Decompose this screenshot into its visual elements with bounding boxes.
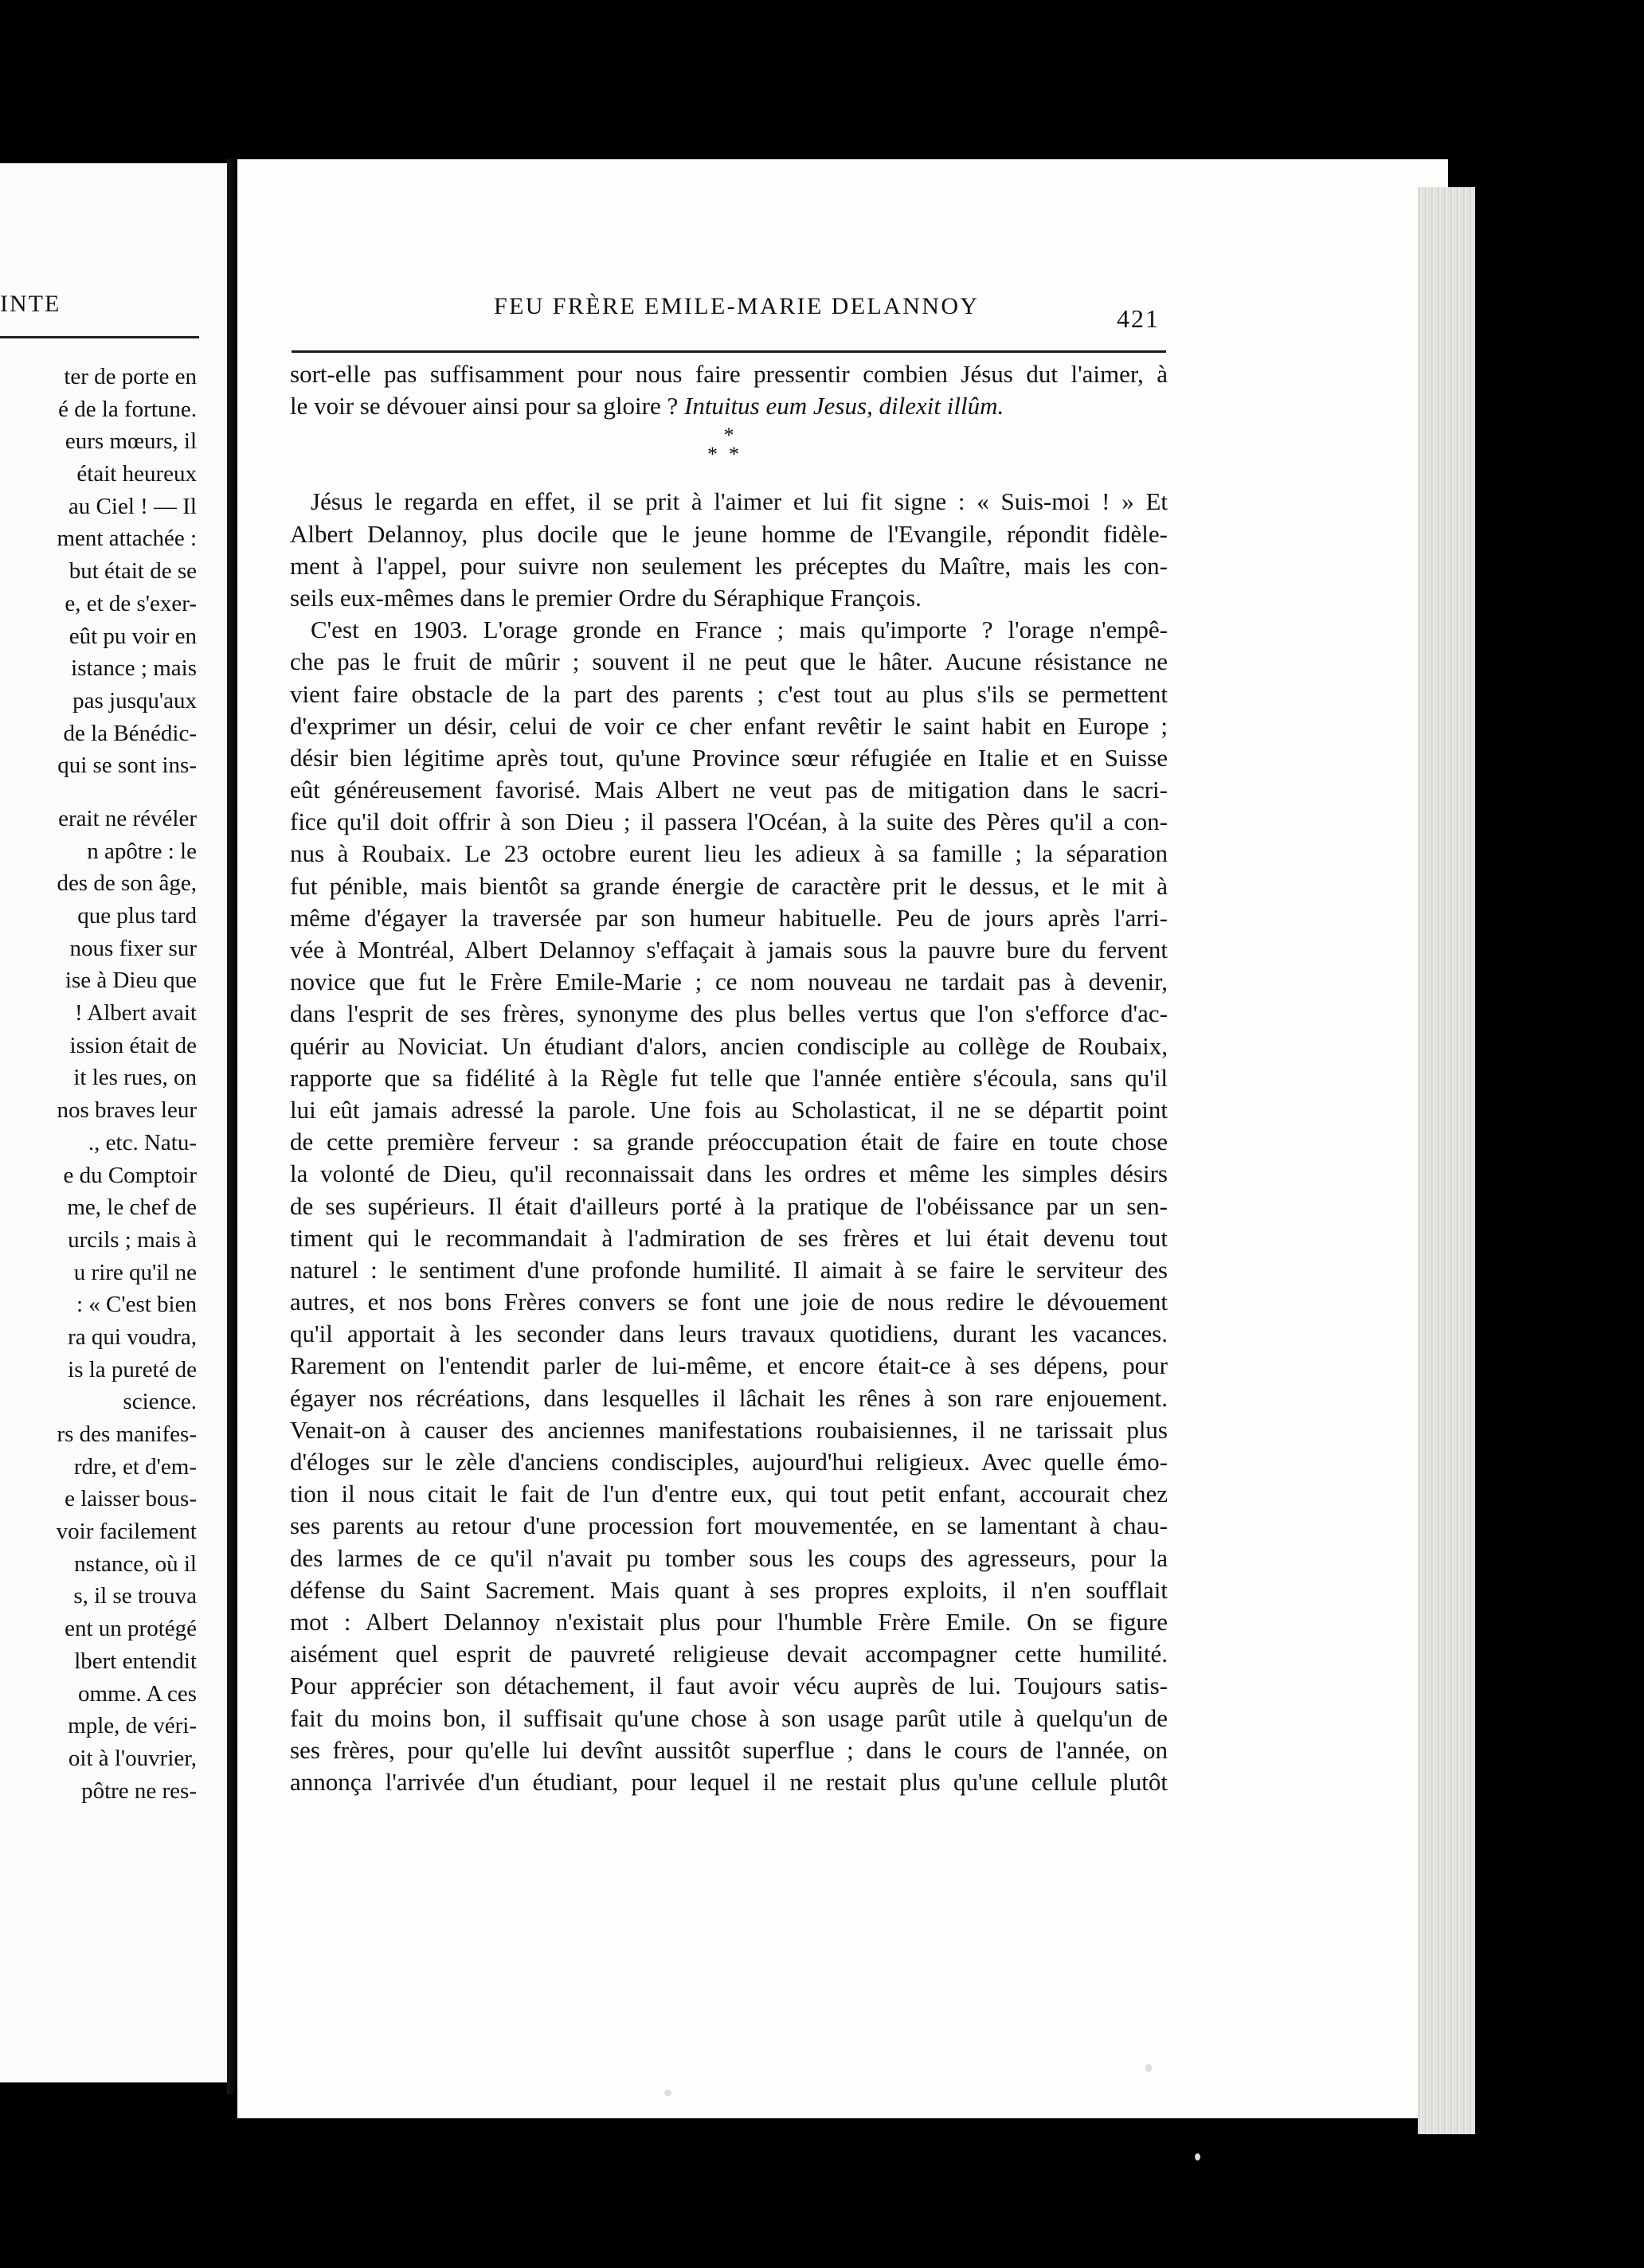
text-line: désir bien légitime après tout, qu'une Province sœur réfugiée en Italie et en Suisse [290, 743, 1168, 772]
section-asterism [290, 422, 1168, 486]
text-line: timent qui le recommandait à l'admiration de ses frères et lui était devenu tout [290, 1223, 1168, 1252]
scan-speck [1195, 2153, 1200, 2160]
previous-page-line: e laisser bous- [65, 1486, 197, 1512]
text-line: Rarement on l'entendit parler de lui-même, et encore était-ce à ses dépens, pour [290, 1351, 1168, 1380]
text-line: la volonté de Dieu, qu'il reconnaissait dans les ordres et même les simples désirs [290, 1159, 1168, 1188]
previous-page-line: ise à Dieu que [65, 968, 197, 994]
opening-paragraph [290, 358, 1168, 390]
previous-page-line: était heureux [76, 461, 197, 487]
asterism-top: * [723, 424, 734, 448]
text-line: Venait-on à causer des anciennes manifestations roubaisiennes, il ne tarissait plus [290, 1415, 1168, 1444]
previous-page-line: qui se sont ins- [57, 753, 197, 779]
text-line: Albert Delannoy, plus docile que le jeune homme de l'Evangile, répondit fidèle- [290, 519, 1168, 548]
previous-page-rule [0, 336, 199, 338]
previous-page-line: eurs mœurs, il [65, 428, 197, 455]
latin-quotation: Intuitus eum Jesus, dilexit illûm. [684, 392, 1004, 420]
previous-page-text [0, 361, 197, 1807]
previous-page [0, 163, 227, 2082]
header-rule [292, 350, 1166, 353]
text-line: ses frères, pour qu'elle lui devînt aussitôt superflue ; dans le cours de l'année, on [290, 1735, 1168, 1764]
text-line: égayer nos récréations, dans lesquelles il lâchait les rênes à son rare enjouement. [290, 1383, 1168, 1412]
text-line: naturel : le sentiment d'une profonde humilité. Il aimait à se faire le serviteur des [290, 1255, 1168, 1284]
main-text [290, 358, 1168, 1798]
previous-page-line: ission était de [69, 1032, 197, 1058]
previous-page-line: nous fixer sur [69, 935, 197, 961]
text-line: d'exprimer un désir, celui de voir ce cher enfant revêtir le saint habit en Europe ; [290, 711, 1168, 740]
previous-page-line: ent un protégé [65, 1616, 197, 1642]
previous-page-line: oit à l'ouvrier, [68, 1745, 197, 1771]
previous-page-line: mple, de véri- [68, 1713, 197, 1739]
text-line: tion il nous citait le fait de l'un d'entre eux, qui tout petit enfant, accourait chez [290, 1480, 1168, 1508]
previous-page-line: u rire qu'il ne [73, 1259, 197, 1285]
text-line: mot : Albert Delannoy n'existait plus pour l'humble Frère Emile. On se figure [290, 1607, 1168, 1636]
previous-page-line: ! Albert avait [74, 1000, 197, 1026]
previous-page-line: me, le chef de [67, 1195, 197, 1221]
previous-page-line: rdre, et d'em- [73, 1453, 197, 1480]
text-line: aisément quel esprit de pauvreté religieuse devait accompagner cette humilité. [290, 1640, 1168, 1668]
previous-page-line: omme. A ces [77, 1680, 197, 1707]
previous-page-line: au Ciel ! — Il [68, 493, 197, 519]
previous-page-line: e, et de s'exer- [65, 590, 197, 616]
page-number: 421 [1117, 304, 1160, 333]
text-line: fut pénible, mais bientôt sa grande énergie de caractère prit le dessus, et le mit à [290, 871, 1168, 900]
previous-page-line: erait ne révéler [58, 805, 197, 831]
paragraph-gap [0, 782, 197, 803]
text-line: fait du moins bon, il suffisait qu'une chose à son usage parût utile à quelqu'un de [290, 1703, 1168, 1732]
previous-page-line: nstance, où il [74, 1550, 197, 1577]
previous-page-line: but était de se [68, 558, 197, 585]
running-head: FEU FRÈRE EMILE-MARIE DELANNOY [494, 293, 980, 319]
previous-page-line: is la pureté de [68, 1356, 197, 1382]
text-line: annonça l'arrivée d'un étudiant, pour lequel il ne restait plus qu'une cellule plutôt [290, 1767, 1168, 1796]
text-line: Pour apprécier son détachement, il faut avoir vécu auprès de lui. Toujours satis- [290, 1672, 1168, 1700]
previous-page-line: des de son âge, [57, 870, 197, 897]
text-line: d'éloges sur le zèle d'anciens condisciples, aujourd'hui religieux. Avec quelle émo- [290, 1448, 1168, 1476]
text-line: de ses supérieurs. Il était d'ailleurs porté à la pratique de l'obéissance par un sen- [290, 1191, 1168, 1220]
opening-last-line [290, 390, 1168, 422]
text-line: des larmes de ce qu'il n'avait pu tomber sous les coups des agresseurs, pour la [290, 1543, 1168, 1572]
text-line: C'est en 1903. L'orage gronde en France ; mais qu'importe ? l'orage n'empê- [311, 616, 1168, 644]
text-line: sort-elle pas suffisamment pour nous faire pressentir combien Jésus dut l'aimer, à [290, 360, 1168, 388]
text-line: qu'il apportait à les seconder dans leurs travaux quotidiens, durant les vacances. [290, 1320, 1168, 1348]
text-line: seils eux-mêmes dans le premier Ordre du Séraphique François. [290, 583, 922, 612]
previous-page-line: istance ; mais [71, 655, 197, 682]
previous-page-line: ra qui voudra, [68, 1324, 197, 1350]
previous-page-line: voir facilement [56, 1519, 197, 1545]
text-line: nus à Roubaix. Le 23 octobre eurent lieu les adieux à sa famille ; la séparation [290, 839, 1168, 868]
previous-page-line: lbert entendit [74, 1648, 197, 1674]
previous-page-line: : « C'est bien [76, 1292, 197, 1318]
previous-page-line: ter de porte en [64, 364, 197, 389]
previous-page-line: it les rues, on [73, 1065, 197, 1091]
previous-page-line: e du Comptoir [63, 1162, 197, 1188]
text-line: ment à l'appel, pour suivre non seulement les préceptes du Maître, mais les con- [290, 551, 1168, 580]
text-line: che pas le fruit de mûrir ; souvent il ne peut que le hâter. Aucune résistance ne [290, 647, 1168, 676]
text-line: fice qu'il doit offrir à son Dieu ; il passera l'Océan, à la suite des Pères qu'il a con- [290, 807, 1168, 836]
text-line: dans l'esprit de ses frères, synonyme des plus belles vertus que l'on s'efforce d'ac- [290, 999, 1168, 1028]
previous-page-line: que plus tard [77, 903, 197, 929]
text-line: vée à Montréal, Albert Delannoy s'effaçait à jamais sous la pauvre bure du fervent [290, 936, 1168, 964]
scan-speck [1145, 2064, 1152, 2072]
previous-page-line: de la Bénédic- [63, 720, 197, 746]
previous-page-line: nos braves leur [57, 1097, 197, 1124]
text-line: vient faire obstacle de la part des parents ; c'est tout au plus s'ils se permettent [290, 679, 1168, 708]
text-line: de cette première ferveur : sa grande préoccupation était de faire en toute chose [290, 1128, 1168, 1156]
asterism-bottom: ** [707, 443, 750, 467]
opening-last-roman: le voir se dévouer ainsi pour sa gloire ? [290, 392, 684, 420]
page-edges [1418, 187, 1475, 2134]
previous-page-line: pôtre ne res- [81, 1777, 197, 1804]
text-line: même d'égayer la traversée par son humeur habituelle. Peu de jours après l'arri- [290, 903, 1168, 932]
previous-page-running-head: INTE [0, 291, 61, 317]
previous-page-line: n apôtre : le [87, 838, 197, 864]
text-line: autres, et nos bons Frères convers se font une joie de nous redire le dévouement [290, 1288, 1168, 1316]
previous-page-line: ., etc. Natu- [88, 1129, 197, 1156]
scan-speck [664, 2090, 671, 2096]
text-line: Jésus le regarda en effet, il se prit à l'aimer et lui fit signe : « Suis-moi ! » Et [311, 487, 1168, 516]
text-line: lui eût jamais adressé la parole. Une fois au Scholasticat, il ne se départit point [290, 1095, 1168, 1124]
text-line: eût généreusement favorisé. Mais Albert ne veut pas de mitigation dans le sacri- [290, 776, 1168, 804]
previous-page-line: eût pu voir en [68, 623, 197, 649]
previous-page-line: ment attachée : [57, 526, 197, 552]
text-line: quérir au Noviciat. Un étudiant d'alors, ancien condisciple au collège de Roubaix, [290, 1031, 1168, 1060]
text-line: novice que fut le Frère Emile-Marie ; ce nom nouveau ne tardait pas à devenir, [290, 968, 1168, 996]
text-line: rapporte que sa fidélité à la Règle fut telle que l'année entière s'écoula, sans qu'il [290, 1063, 1168, 1092]
previous-page-line: urcils ; mais à [68, 1226, 197, 1253]
previous-page-line: pas jusqu'aux [72, 687, 197, 714]
previous-page-line: é de la fortune. [58, 396, 197, 422]
previous-page-line: s, il se trouva [73, 1583, 197, 1609]
text-line: défense du Saint Sacrement. Mais quant à ses propres exploits, il n'en soufflait [290, 1575, 1168, 1604]
text-line: ses parents au retour d'une procession fort mouvementée, en se lamentant à chau- [290, 1511, 1168, 1540]
previous-page-line: science. [123, 1389, 197, 1415]
previous-page-line: rs des manifes- [57, 1421, 197, 1447]
body-paragraphs [290, 486, 1168, 1798]
